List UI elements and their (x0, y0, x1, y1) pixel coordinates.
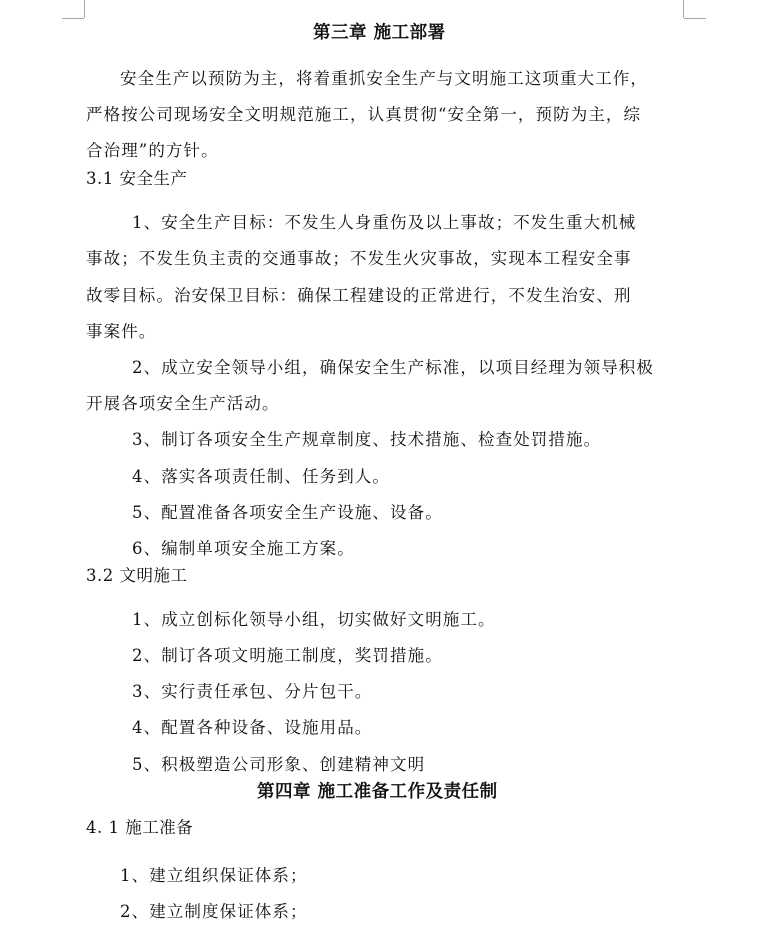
paragraph-line: 事故；不发生负主责的交通事故；不发生火灾事故，实现本工程安全事 (86, 249, 632, 268)
paragraph-line: 故零目标。治安保卫目标：确保工程建设的正常进行，不发生治安、刑 (86, 286, 632, 305)
paragraph-line: 严格按公司现场安全文明规范施工，认真贯彻“安全第一，预防为主，综 (86, 105, 642, 124)
list-item: 2、制订各项文明施工制度，奖罚措施。 (132, 646, 443, 665)
section-3-1-heading: 3.1 安全生产 (86, 169, 188, 188)
chapter-3-title: 第三章 施工部署 (313, 23, 446, 43)
chapter-4-title: 第四章 施工准备工作及责任制 (257, 782, 498, 802)
paragraph-line: 开展各项安全生产活动。 (86, 394, 280, 413)
list-item: 4、落实各项责任制、任务到人。 (132, 467, 390, 486)
list-item: 2、建立制度保证体系； (120, 902, 308, 921)
list-item: 5、配置准备各项安全生产设施、设备。 (132, 503, 443, 522)
list-item: 3、实行责任承包、分片包干。 (132, 682, 373, 701)
paragraph-line: 事案件。 (86, 322, 157, 341)
list-item: 4、配置各种设备、设施用品。 (132, 718, 373, 737)
list-item: 5、积极塑造公司形象、创建精神文明 (132, 755, 426, 774)
margin-corner-mark-top-left (62, 18, 84, 19)
list-item: 1、建立组织保证体系； (120, 866, 308, 885)
paragraph-line: 2、成立安全领导小组，确保安全生产标准，以项目经理为领导积极 (132, 358, 654, 377)
paragraph-line: 合治理”的方针。 (86, 141, 219, 160)
margin-corner-mark-top-left (84, 0, 85, 18)
list-item: 3、制订各项安全生产规章制度、技术措施、检查处罚措施。 (132, 430, 602, 449)
margin-corner-mark-top-right (683, 0, 684, 18)
list-item: 6、编制单项安全施工方案。 (132, 539, 355, 558)
section-4-1-heading: 4. 1 施工准备 (86, 818, 194, 837)
section-3-2-heading: 3.2 文明施工 (86, 566, 188, 585)
paragraph-line: 1、安全生产目标：不发生人身重伤及以上事故；不发生重大机械 (132, 213, 637, 232)
list-item: 1、成立创标化领导小组，切实做好文明施工。 (132, 610, 496, 629)
margin-corner-mark-top-right (684, 18, 706, 19)
paragraph-line: 安全生产以预防为主，将着重抓安全生产与文明施工这项重大工作， (120, 69, 648, 88)
